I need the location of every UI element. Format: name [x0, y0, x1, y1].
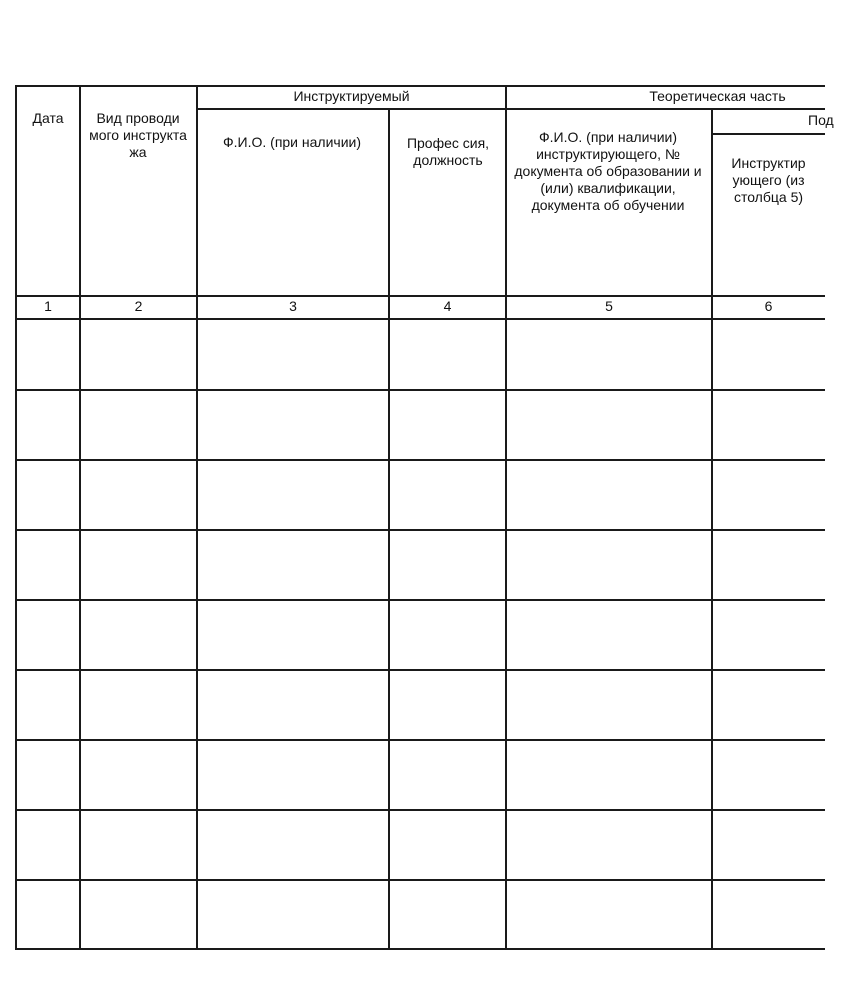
header-date: Дата: [32, 110, 64, 126]
header-full-name: Ф.И.О. (при наличии): [223, 134, 361, 150]
header-profession: Профес сия, должность: [406, 135, 490, 168]
table-left-border: [15, 85, 17, 950]
body-row-divider: [15, 529, 825, 531]
header-signature-group: Под: [808, 112, 834, 128]
column-divider-3-4: [388, 108, 390, 950]
body-row-divider: [15, 809, 825, 811]
column-divider-5-6: [711, 108, 713, 950]
header-instruction-type: Вид проводи мого инструкта жа: [89, 110, 187, 160]
header-bottom-border: [15, 295, 825, 297]
column-divider-2-3: [196, 85, 198, 950]
column-number-3: 3: [289, 298, 297, 314]
column-number-1: 1: [44, 298, 52, 314]
body-row-divider: [15, 669, 825, 671]
body-row-divider: [15, 459, 825, 461]
table-top-border: [15, 85, 825, 87]
column-number-6: 6: [764, 298, 773, 314]
header-theory-group: Теоретическая часть: [649, 88, 786, 104]
header-instructor-signature: Инструктир ующего (из столбца 5): [731, 155, 806, 205]
body-row-divider: [15, 739, 825, 741]
body-row-divider: [15, 879, 825, 881]
column-divider-1-2: [79, 85, 81, 950]
column-number-4: 4: [443, 298, 452, 314]
table-bottom-border: [15, 948, 825, 950]
column-number-2: 2: [134, 298, 143, 314]
header-instructed-group: Инструктируемый: [293, 88, 410, 104]
column-number-5: 5: [605, 298, 613, 314]
body-row-divider: [15, 599, 825, 601]
header-instructor-info: Ф.И.О. (при наличии) инструктирующего, № документа об образовании и (или) квалификации, документа об обучении: [514, 129, 702, 213]
body-row-divider: [15, 389, 825, 391]
subheader-divider-right: [711, 133, 825, 135]
subheader-divider-left: [196, 108, 825, 110]
number-row-bottom-border: [15, 318, 825, 320]
column-divider-4-5: [505, 85, 507, 950]
